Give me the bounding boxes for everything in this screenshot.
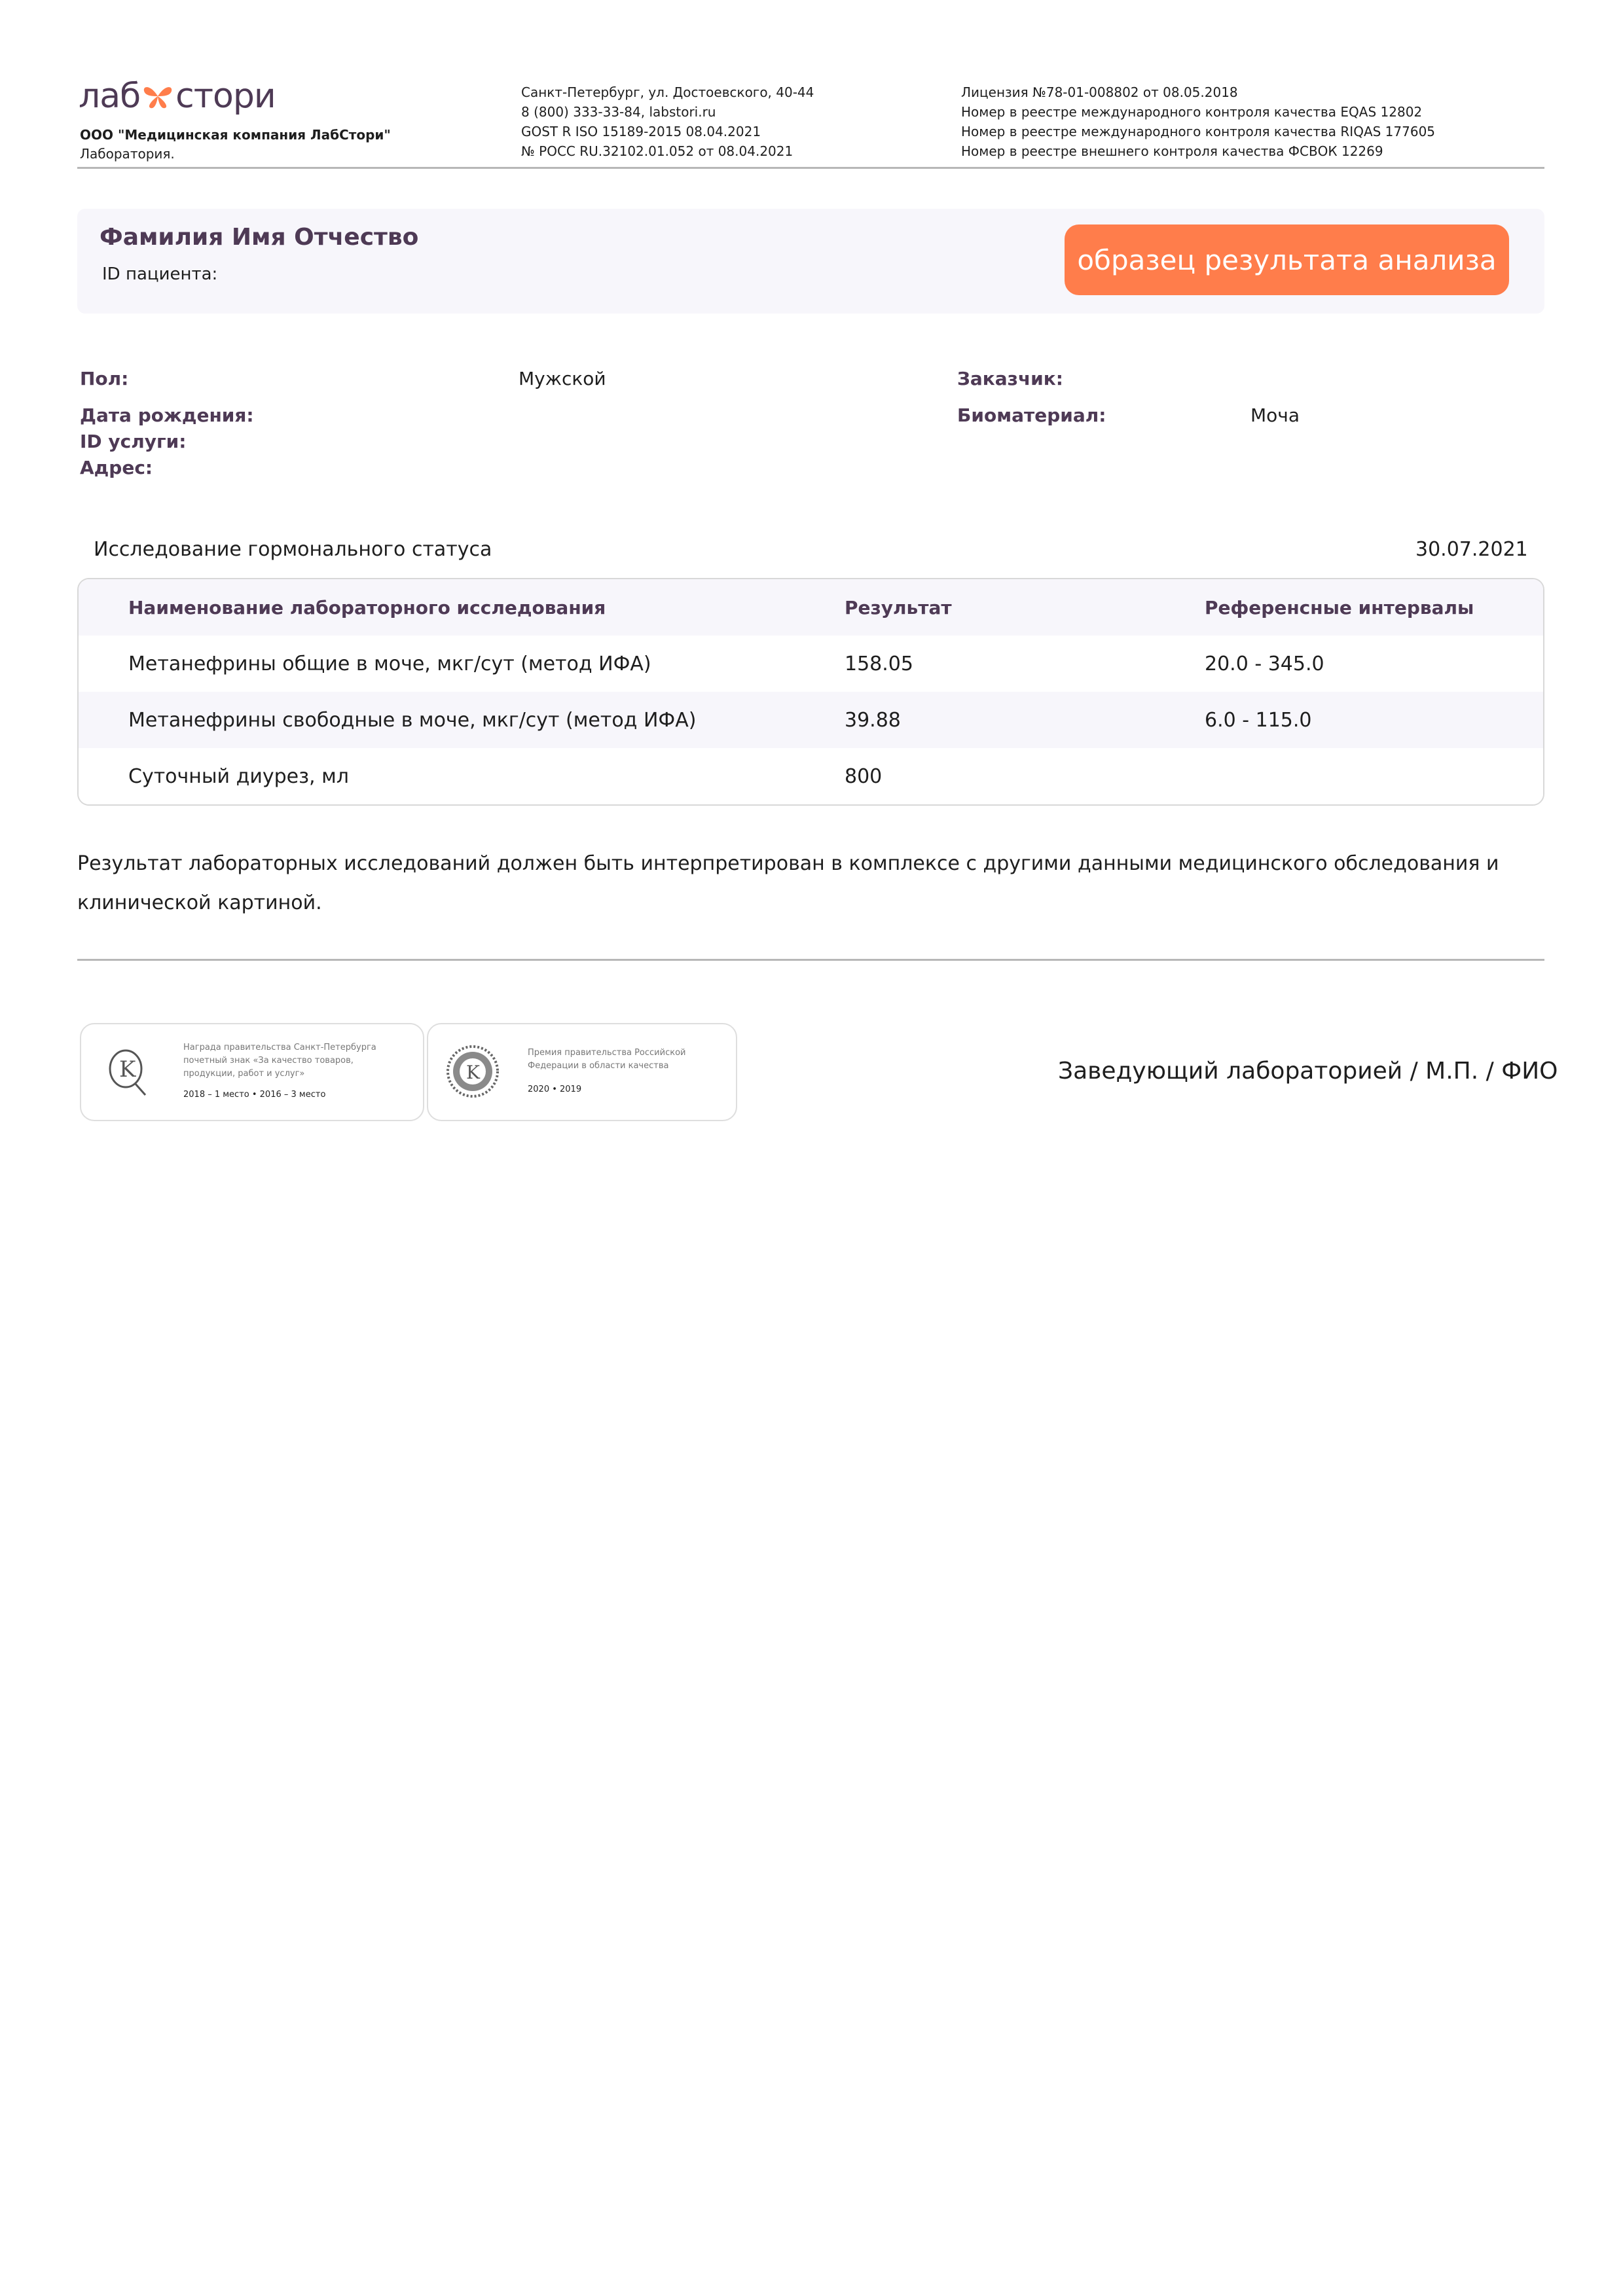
award-line: продукции, работ и услуг»: [183, 1069, 305, 1079]
table-row: [79, 692, 1543, 748]
table-header-row: [79, 579, 1543, 636]
header-divider: [77, 167, 1544, 169]
interpretation-note: Результат лабораторных исследований должен быть интерпретирован в комплексе с другими данными медицинского обследования и клинической картиной.: [77, 852, 1499, 914]
licenses-block: [961, 82, 1435, 161]
award-years: 2018 – 1 место • 2016 – 3 место: [183, 1090, 326, 1100]
award-line: Премия правительства Российской: [528, 1048, 686, 1058]
svg-text:K: K: [466, 1062, 480, 1083]
butterfly-icon: [141, 82, 174, 111]
logo-text-left: лаб: [79, 77, 141, 116]
address-label: Адрес:: [80, 457, 153, 478]
test-name-cell: Суточный диурез, мл: [128, 764, 349, 788]
birth-date-label: Дата рождения:: [80, 404, 254, 426]
reference-cell: 6.0 - 115.0: [1205, 708, 1312, 732]
biomaterial-label: Биоматериал:: [957, 404, 1106, 426]
sample-result-badge: образец результата анализа: [1065, 224, 1509, 295]
sex-label: Пол:: [80, 368, 129, 389]
quality-seal-icon: [445, 1044, 500, 1099]
customer-label: Заказчик:: [957, 368, 1063, 389]
service-id-label: ID услуги:: [80, 431, 187, 452]
test-name-cell: Метанефрины свободные в моче, мкг/сут (метод ИФА): [128, 708, 697, 732]
result-cell: 39.88: [845, 708, 901, 732]
award-years: 2020 • 2019: [528, 1085, 582, 1094]
column-header-result: Результат: [845, 596, 952, 619]
company-logo: [79, 73, 276, 119]
signature-line: Заведующий лабораторией / М.П. / ФИО: [1058, 1058, 1558, 1085]
result-cell: 800: [845, 764, 883, 788]
license-line: Номер в реестре международного контроля качества RIQAS 177605: [961, 124, 1436, 139]
footer-divider: [77, 959, 1544, 961]
contacts-block: [521, 82, 814, 161]
award-line: Федерации в области качества: [528, 1061, 669, 1071]
award-badge-rf: [427, 1023, 737, 1121]
svg-text:K: K: [119, 1056, 136, 1083]
company-name: ООО "Медицинская компания ЛабСтори": [80, 127, 391, 143]
results-table: [77, 578, 1544, 806]
test-name-cell: Метанефрины общие в моче, мкг/сут (метод ИФА): [128, 652, 651, 675]
sex-value: Мужской: [519, 368, 606, 389]
column-header-test: Наименование лабораторного исследования: [128, 596, 606, 619]
logo-text-right: стори: [175, 77, 276, 116]
biomaterial-value: Моча: [1250, 404, 1300, 426]
license-line: Лицензия №78-01-008802 от 08.05.2018: [961, 84, 1238, 100]
license-line: Номер в реестре внешнего контроля качества ФСВОК 12269: [961, 143, 1383, 159]
table-row: [79, 748, 1543, 804]
company-subtitle: Лаборатория.: [80, 146, 175, 162]
study-title: Исследование гормонального статуса: [94, 538, 492, 561]
contact-line: 8 (800) 333-33-84, labstori.ru: [521, 104, 716, 120]
contact-line: № РОСС RU.32102.01.052 от 08.04.2021: [521, 143, 793, 159]
quality-k-icon: [106, 1045, 149, 1098]
study-date: 30.07.2021: [1415, 538, 1528, 561]
result-cell: 158.05: [845, 652, 913, 675]
award-line: почетный знак «За качество товаров,: [183, 1056, 354, 1066]
patient-id-label: ID пациента:: [102, 264, 218, 284]
column-header-reference: Референсные интервалы: [1205, 596, 1474, 619]
license-line: Номер в реестре международного контроля качества EQAS 12802: [961, 104, 1423, 120]
award-badge-spb: [80, 1023, 424, 1121]
table-row: [79, 636, 1543, 692]
contact-line: Санкт-Петербург, ул. Достоевского, 40-44: [521, 84, 814, 100]
patient-name: Фамилия Имя Отчество: [100, 224, 419, 251]
award-line: Награда правительства Санкт-Петербурга: [183, 1043, 376, 1052]
award-description: [528, 1047, 685, 1073]
reference-cell: 20.0 - 345.0: [1205, 652, 1324, 675]
contact-line: GOST R ISO 15189-2015 08.04.2021: [521, 124, 761, 139]
award-description: [183, 1041, 376, 1081]
